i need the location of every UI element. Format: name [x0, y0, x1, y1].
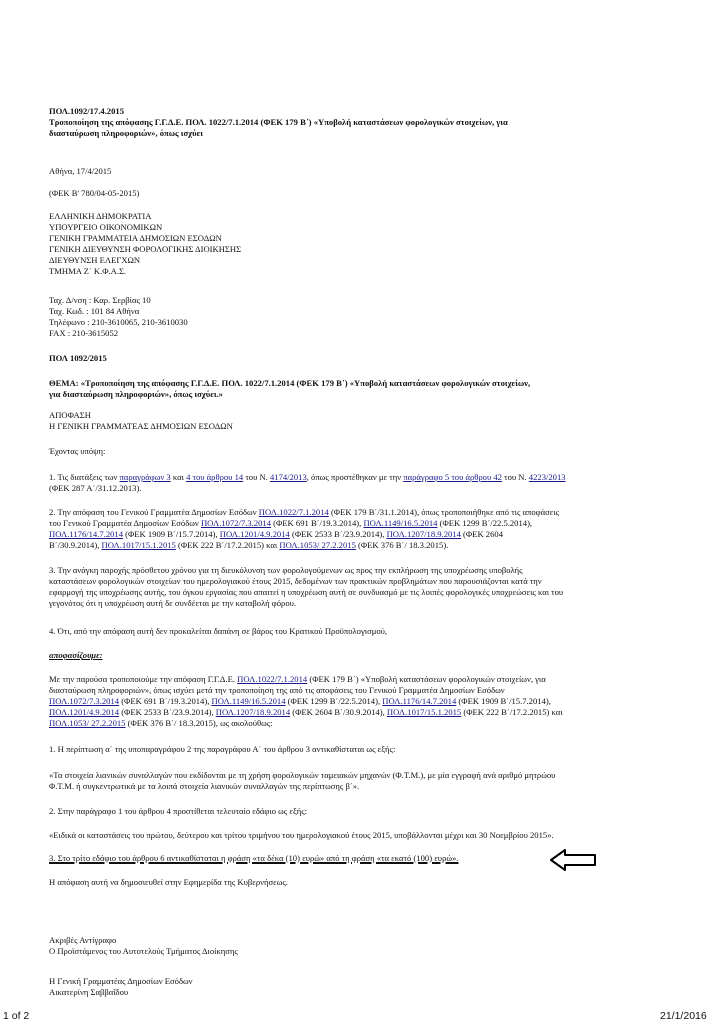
decision-label: ΑΠΟΦΑΣΗ: [49, 410, 91, 420]
page-number: 1 of 2: [3, 1010, 30, 1022]
subject-line-2: για διασταύρωση πληροφοριών», όπως ισχύει.»: [49, 389, 223, 399]
publish-note: Η απόφαση αυτή να δημοσιευθεί στην Εφημερίδα της Κυβερνήσεως.: [49, 877, 288, 887]
subject: [49, 378, 689, 400]
decision-by: Η ΓΕΝΙΚΗ ΓΡΑΜΜΑΤΕΑΣ ΔΗΜΟΣΙΩΝ ΕΣΟΔΩΝ: [49, 421, 233, 431]
decision-link[interactable]: ΠΟΛ.1017/15.1.2015: [386, 707, 462, 717]
authority-line: ΕΛΛΗΝΙΚΗ ΔΗΜΟΚΡΑΤΙΑ: [49, 211, 152, 221]
decision-link[interactable]: ΠΟΛ.1053/ 27.2.2015: [49, 718, 126, 728]
decision-link[interactable]: ΠΟΛ.1207/18.9.2014: [386, 529, 461, 539]
item-1-quote: «Τα στοιχεία λιανικών συναλλαγών που εκδίδονται με τη χρήση φορολογικών ταμειακών μηχανών (Φ.Τ.Μ.), με μία εγγραφή ανά αριθμό μητρώου Φ.Τ.Μ. ή συγκεντρωτικά με τα λοιπά στοιχεία λιανικών συναλλαγών της περίπτωσης β΄».: [49, 770, 556, 791]
paragraph-1: 1. Τις διατάξεις των παραγράφων 3 και 4 του άρθρου 14 του Ν. 4174/2013, όπως προστέθηκαν με την παράγραφο 5 του άρθρου 42 του Ν. 4223/2013 (ΦΕΚ 287 Α΄/31.12.2013).: [49, 472, 566, 493]
print-date: 21/1/2016: [660, 1010, 707, 1022]
decision-link[interactable]: ΠΟΛ.1022/7.1.2014: [237, 674, 308, 684]
decision-link[interactable]: ΠΟΛ.1201/4.9.2014: [219, 529, 290, 539]
fek-reference: (ΦΕΚ Β' 780/04-05-2015): [49, 188, 140, 198]
pol-number: ΠΟΛ 1092/2015: [49, 353, 107, 363]
law-link[interactable]: παραγράφων 3: [119, 472, 171, 482]
considering-label: Έχοντας υπόψη:: [49, 446, 106, 456]
decision-link[interactable]: ΠΟΛ.1207/18.9.2014: [215, 707, 291, 717]
authority-line: ΓΕΝΙΚΗ ΓΡΑΜΜΑΤΕΙΑ ΔΗΜΟΣΙΩΝ ΕΣΟΔΩΝ: [49, 233, 222, 243]
document-ref: ΠΟΛ.1092/17.4.2015: [49, 106, 124, 116]
decision-link[interactable]: ΠΟΛ.1022/7.1.2014: [258, 507, 329, 517]
decision-link[interactable]: ΠΟΛ.1017/15.1.2015: [101, 540, 176, 550]
document-title-line-2: διασταύρωση πληροφοριών», όπως ισχύει: [49, 128, 203, 138]
decision-link[interactable]: ΠΟΛ.1176/14.7.2014: [382, 696, 457, 706]
decision-link[interactable]: ΠΟΛ.1072/7.3.2014: [200, 518, 272, 528]
item-1: 1. Η περίπτωση α΄ της υποπαραγράφου 2 της παραγράφου Α΄ του άρθρου 3 αντικαθίσταται ως εξής:: [49, 744, 396, 754]
authority-line: ΓΕΝΙΚΗ ΔΙΕΥΘΥΝΣΗ ΦΟΡΟΛΟΓΙΚΗΣ ΔΙΟΙΚΗΣΗΣ: [49, 244, 242, 254]
authority-line: ΥΠΟΥΡΓΕΙΟ ΟΙΚΟΝΟΜΙΚΩΝ: [49, 222, 163, 232]
item-2: 2. Στην παράγραφο 1 του άρθρου 4 προστίθεται τελευταίο εδάφιο ως εξής:: [49, 806, 308, 816]
law-link[interactable]: παράγραφο 5 του άρθρου 42: [403, 472, 502, 482]
authority-line: ΔΙΕΥΘΥΝΣΗ ΕΛΕΓΧΩΝ: [49, 255, 141, 265]
item-2-quote: «Ειδικά οι καταστάσεις του πρώτου, δεύτερου και τρίτου τριμήνου του ημερολογιακού έτους 2015, υποβάλλονται μέχρι και 30 Νοεμβρίου 2015».: [49, 830, 554, 840]
decision-link[interactable]: ΠΟΛ.1149/16.5.2014: [211, 696, 286, 706]
subject-line-1: ΘΕΜΑ: «Τροποποίηση της απόφασης Γ.Γ.Δ.Ε. ΠΟΛ. 1022/7.1.2014 (ΦΕΚ 179 Β΄) «Υποβολή καταστάσεων φορολογικών στοιχείων,: [49, 378, 531, 388]
document-header: [49, 106, 689, 139]
certified-copy: Ακριβές Αντίγραφο Ο Προϊστάμενος του Αυτοτελούς Τμήματος Διοίκησης: [49, 935, 238, 956]
decide-heading: αποφασίζουμε:: [49, 650, 103, 660]
contact-block: [49, 295, 689, 339]
authority-block: [49, 211, 689, 277]
decision-heading: [49, 410, 689, 432]
paragraph-4: 4. Ότι, από την απόφαση αυτή δεν προκαλείται δαπάνη σε βάρος του Κρατικού Προϋπολογισμού,: [49, 626, 388, 636]
arrow-left-icon: [549, 848, 597, 872]
paragraph-2: 2. Την απόφαση του Γενικού Γραμματέα Δημοσίων Εσόδων ΠΟΛ.1022/7.1.2014 (ΦΕΚ 179 Β΄/31.1.2014), όπως τροποποιήθηκε από τις αποφάσεις του Γενικού Γραμματέα Δημοσίων Εσόδων ΠΟΛ.1072/7.3.2014 (ΦΕΚ 691 Β΄/19.3.2014), ΠΟΛ.1149/16.5.2014 (ΦΕΚ 1299 Β΄/22.5.2014), ΠΟΛ.1176/14.7.2014 (ΦΕΚ 1909 Β΄/15.7.2014), ΠΟΛ.1201/4.9.2014 (ΦΕΚ 2533 Β΄/23.9.2014), ΠΟΛ.1207/18.9.2014 (ΦΕΚ 2604 Β΄/30.9.2014), ΠΟΛ.1017/15.1.2015 (ΦΕΚ 222 Β΄/17.2.2015) και ΠΟΛ.1053/ 27.2.2015 (ΦΕΚ 376 Β΄/ 18.3.2015).: [49, 507, 560, 550]
law-link[interactable]: 4223/2013: [528, 472, 566, 482]
decision-link[interactable]: ΠΟΛ.1201/4.9.2014: [49, 707, 120, 717]
document-title-line-1: Τροποποίηση της απόφασης Γ.Γ.Δ.Ε. ΠΟΛ. 1022/7.1.2014 (ΦΕΚ 179 Β΄) «Υποβολή καταστάσεων φορολογικών στοιχείων, για: [49, 117, 508, 127]
contact-line: Ταχ. Κωδ. : 101 84 Αθήνα: [49, 306, 140, 316]
paragraph-3: 3. Την ανάγκη παροχής πρόσθετου χρόνου για τη διευκόλυνση των φορολογούμενων ως προς την εκπλήρωση της υποχρέωσης υποβολής καταστάσεων φορολογικών στοιχείων του ημερολογιακού έτους 2015, δεδομένων των πρακτικών προβλημάτων που παρουσιάζονται κατά την εφαρμογή της υποχρέωσης αυτής, του όγκου εργασίας που απαιτεί η υποχρέωση αυτή σε συνδυασμό με τις λοιπές φορολογικές υποχρεώσεις και του γεγονότος ότι η υποχρέωση αυτή δε συνδέεται με την καταβολή φόρου.: [49, 565, 564, 608]
decision-link[interactable]: ΠΟΛ.1053/ 27.2.2015: [279, 540, 356, 550]
contact-line: Ταχ. Δ/νση : Καρ. Σερβίας 10: [49, 295, 151, 305]
item-3-highlighted: 3. Στο τρίτο εδάφιο του άρθρου 6 αντικαθίσταται η φράση «τα δέκα (10) ευρώ» από τη φράση «τα εκατό (100) ευρώ».: [49, 853, 459, 863]
signatory: Η Γενική Γραμματέας Δημοσίων Εσόδων Αικατερίνη Σαββαΐδου: [49, 976, 193, 997]
law-link[interactable]: 4 του άρθρου 14: [186, 472, 244, 482]
contact-line: FAX : 210-3615052: [49, 328, 119, 338]
contact-line: Τηλέφωνο : 210-3610065, 210-3610030: [49, 317, 188, 327]
law-link[interactable]: 4174/2013: [269, 472, 307, 482]
decision-link[interactable]: ΠΟΛ.1149/16.5.2014: [363, 518, 438, 528]
decision-link[interactable]: ΠΟΛ.1072/7.3.2014: [49, 696, 120, 706]
document-date: Αθήνα, 17/4/2015: [49, 166, 112, 176]
authority-line: ΤΜΗΜΑ Ζ΄ Κ.Φ.Α.Σ.: [49, 266, 127, 276]
main-paragraph: Με την παρούσα τροποποιούμε την απόφαση Γ.Γ.Δ.Ε. ΠΟΛ.1022/7.1.2014 (ΦΕΚ 179 Β΄) «Υποβολή καταστάσεων φορολογικών στοιχείων, για διασταύρωση πληροφοριών», όπως ισχύει μετά την τροποποίηση της από τις αποφάσεις του Γενικού Γραμματέα Δημοσίων Εσόδων ΠΟΛ.1072/7.3.2014 (ΦΕΚ 691 Β΄/19.3.2014), ΠΟΛ.1149/16.5.2014 (ΦΕΚ 1299 Β΄/22.5.2014), ΠΟΛ.1176/14.7.2014 (ΦΕΚ 1909 Β΄/15.7.2014), ΠΟΛ.1201/4.9.2014 (ΦΕΚ 2533 Β΄/23.9.2014), ΠΟΛ.1207/18.9.2014 (ΦΕΚ 2604 Β΄/30.9.2014), ΠΟΛ.1017/15.1.2015 (ΦΕΚ 222 Β΄/17.2.2015) και ΠΟΛ.1053/ 27.2.2015 (ΦΕΚ 376 Β΄/ 18.3.2015), ως ακολούθως:: [49, 674, 563, 728]
decision-link[interactable]: ΠΟΛ.1176/14.7.2014: [49, 529, 124, 539]
